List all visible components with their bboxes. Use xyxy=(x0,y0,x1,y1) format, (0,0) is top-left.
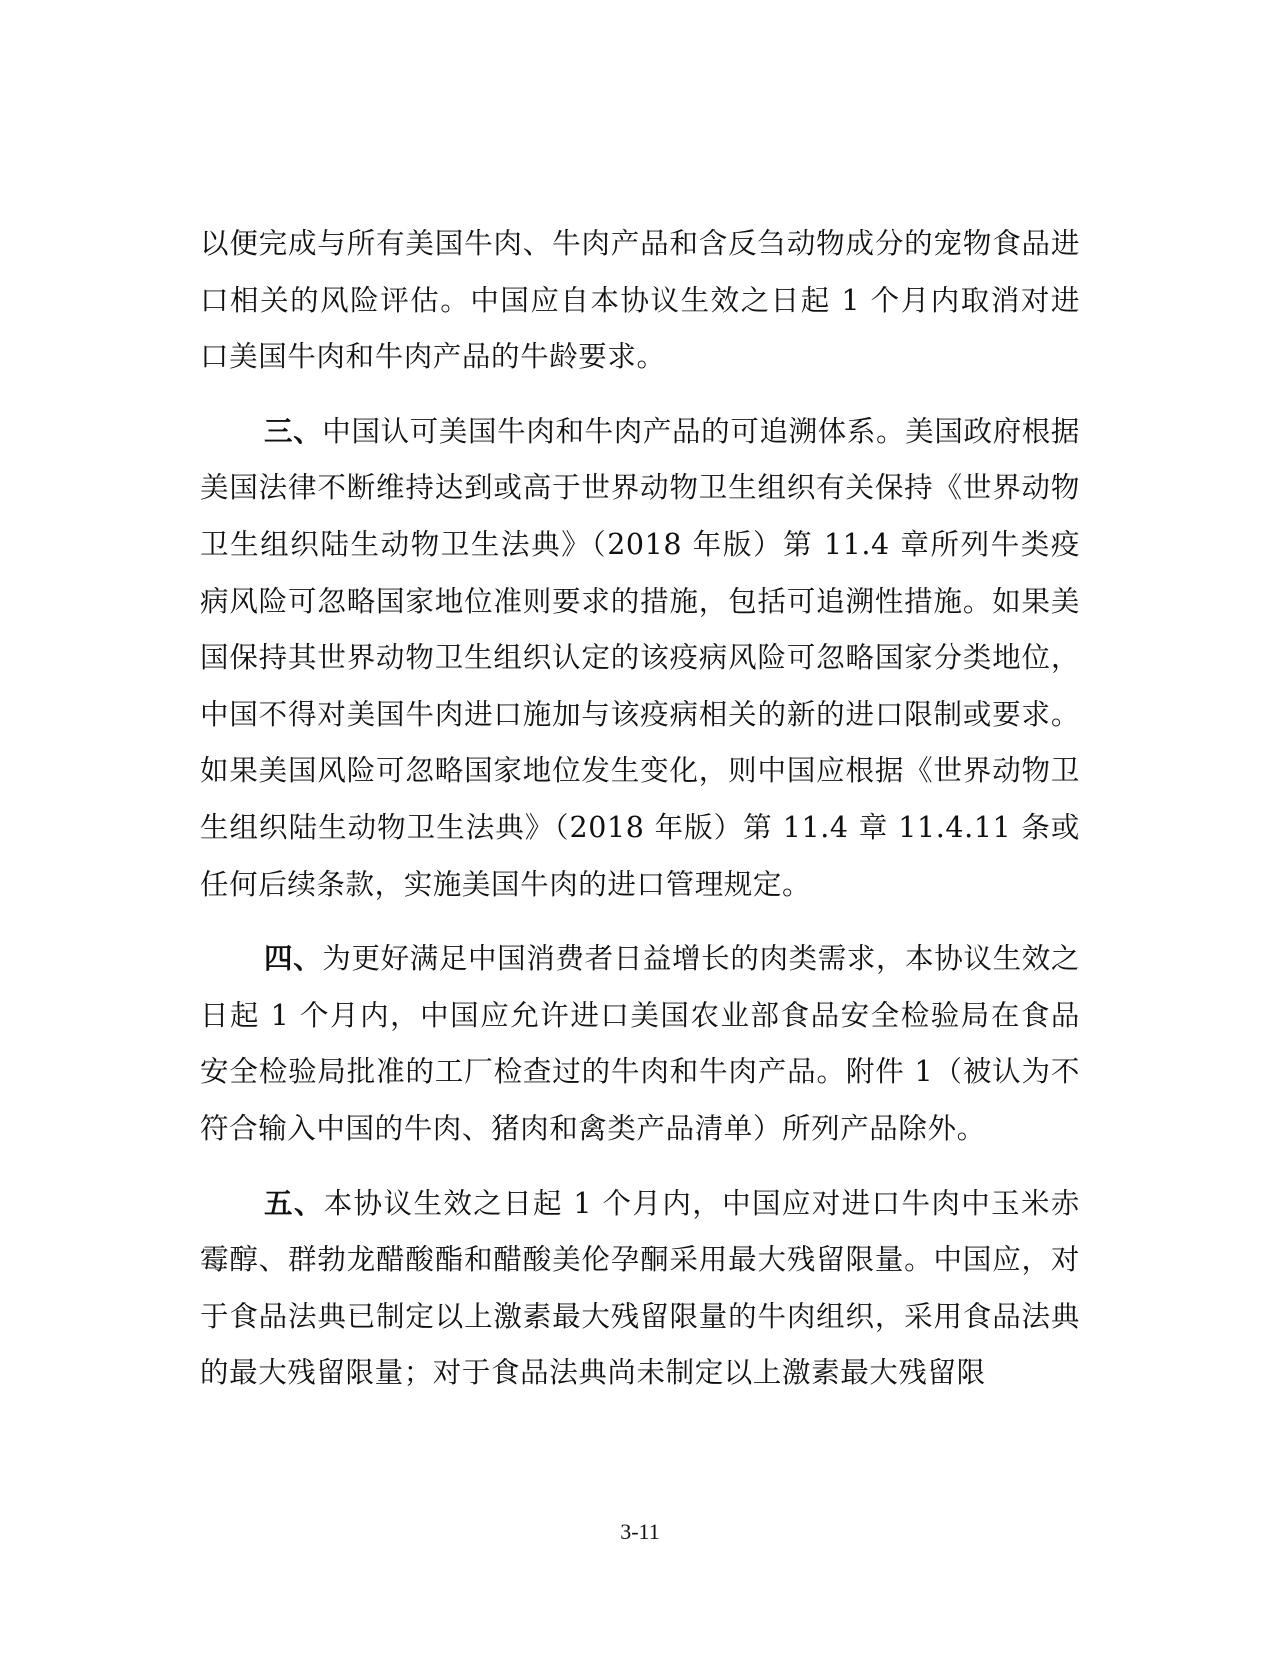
paragraph-section-5 xyxy=(200,1175,1080,1402)
paragraph-text: 本协议生效之日起 1 个月内，中国应对进口牛肉中玉米赤霉醇、群勃龙醋酸酯和醋酸美伦孕酮采用最大残留限量。中国应，对于食品法典已制定以上激素最大残留限量的牛肉组织，采用食品法典的最大残留限量；对于食品法典尚未制定以上激素最大残留限 xyxy=(200,1186,1080,1390)
paragraph-text: 为更好满足中国消费者日益增长的肉类需求，本协议生效之日起 1 个月内，中国应允许进口美国农业部食品安全检验局在食品安全检验局批准的工厂检查过的牛肉和牛肉产品。附件 1（被认为不符合输入中国的牛肉、猪肉和禽类产品清单）所列产品除外。 xyxy=(200,942,1080,1145)
document-body xyxy=(200,216,1080,1402)
paragraph-section-4 xyxy=(200,930,1080,1157)
page-number: 3-11 xyxy=(620,1519,660,1544)
section-number: 五、 xyxy=(264,1185,324,1220)
section-number: 三、 xyxy=(264,413,323,448)
paragraph-section-3 xyxy=(200,403,1080,913)
paragraph-text: 以便完成与所有美国牛肉、牛肉产品和含反刍动物成分的宠物食品进口相关的风险评估。中国应自本协议生效之日起 1 个月内取消对进口美国牛肉和牛肉产品的牛龄要求。 xyxy=(200,227,1080,374)
section-number: 四、 xyxy=(264,941,323,976)
paragraph-text: 中国认可美国牛肉和牛肉产品的可追溯体系。美国政府根据美国法律不断维持达到或高于世界动物卫生组织有关保持《世界动物卫生组织陆生动物卫生法典》（2018 年版）第 11.4 章所列牛类疫病风险可忽略国家地位准则要求的措施，包括可追溯性措施。如果美国保持其世界动物卫生组织认定的该疫病风险可忽略国家分类地位，中国不得对美国牛肉进口施加与该疫病相关的新的进口限制或要求。如果美国风险可忽略国家地位发生变化，则中国应根据《世界动物卫生组织陆生动物卫生法典》（2018 年版）第 11.4 章 11.4.11 条或任何后续条款，实施美国牛肉的进口管理规定。 xyxy=(200,414,1080,901)
paragraph-continued xyxy=(200,216,1080,386)
